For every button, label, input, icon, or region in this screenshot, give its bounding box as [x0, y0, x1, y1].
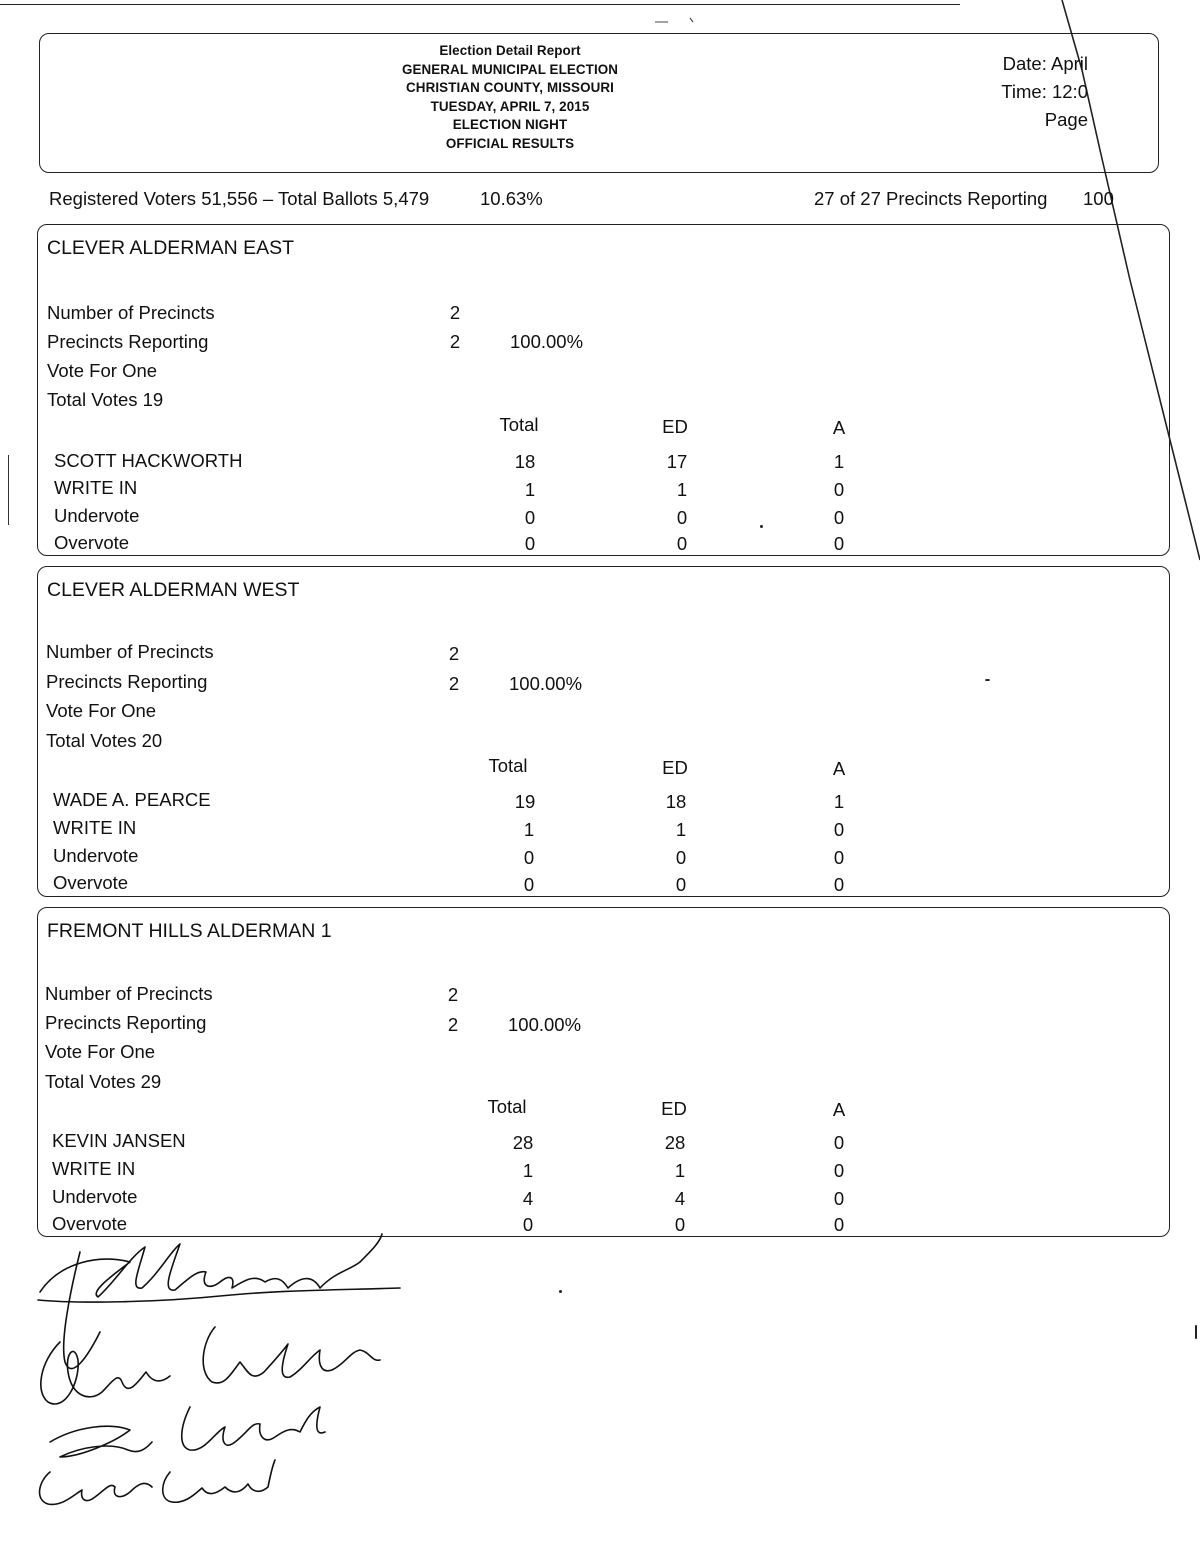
num-precincts-label: Number of Precincts	[45, 983, 213, 1004]
total-votes: Total Votes 29	[45, 1071, 162, 1092]
candidate-ed: 4	[674, 1188, 686, 1209]
candidate-a: 0	[833, 533, 845, 554]
contest-title: CLEVER ALDERMAN WEST	[47, 579, 300, 601]
candidate-ed: 1	[674, 1160, 686, 1181]
vote-for-label: Vote For One	[45, 1041, 156, 1062]
candidate-a: 0	[833, 874, 845, 895]
column-header-a: A	[832, 758, 846, 779]
precincts-reporting-percent: 100.00%	[510, 331, 584, 352]
precincts-reporting-summary: 27 of 27 Precincts Reporting	[814, 188, 1048, 209]
handwritten-signatures	[20, 1232, 440, 1522]
candidate-name: WRITE IN	[54, 477, 138, 498]
summary-line	[49, 188, 1149, 214]
scan-speck	[559, 1290, 562, 1293]
official-results: OFFICIAL RESULTS	[445, 135, 575, 151]
contest-box	[37, 224, 1170, 556]
candidate-ed: 28	[664, 1132, 686, 1153]
report-title-block	[300, 42, 720, 153]
candidate-ed: 0	[675, 874, 687, 895]
precincts-reporting-label: Precincts Reporting	[47, 331, 209, 352]
scan-edge-line	[0, 4, 960, 5]
vote-for-label: Vote For One	[47, 360, 158, 381]
precincts-reporting-label: Precincts Reporting	[45, 1012, 207, 1033]
candidate-ed: 0	[676, 533, 688, 554]
candidate-name: WRITE IN	[52, 1158, 136, 1179]
candidate-name: Overvote	[53, 872, 129, 893]
candidate-a: 0	[833, 847, 845, 868]
candidate-ed: 1	[675, 819, 687, 840]
candidate-name: KEVIN JANSEN	[52, 1130, 186, 1151]
candidate-total: 1	[524, 479, 536, 500]
precincts-reporting-value: 2	[448, 673, 460, 694]
candidate-name: WRITE IN	[53, 817, 137, 838]
registered-voters: Registered Voters 51,556 – Total Ballots 5,479	[49, 188, 430, 209]
precincts-reporting-percent: 100.00%	[509, 673, 583, 694]
precincts-reporting-percent: 100.00%	[508, 1014, 582, 1035]
column-header-a: A	[832, 417, 846, 438]
candidate-a: 0	[833, 1160, 845, 1181]
candidate-ed: 17	[666, 451, 688, 472]
column-header-ed: ED	[661, 1098, 687, 1119]
candidate-total: 19	[514, 791, 536, 812]
candidate-name: SCOTT HACKWORTH	[54, 450, 243, 471]
column-header-total: Total	[499, 414, 539, 435]
precincts-reporting-label: Precincts Reporting	[46, 671, 208, 692]
candidate-total: 1	[523, 819, 535, 840]
candidate-a: 0	[833, 819, 845, 840]
candidate-ed: 0	[675, 847, 687, 868]
report-time: Time: 12:0	[1001, 81, 1088, 102]
election-date: TUESDAY, APRIL 7, 2015	[430, 98, 590, 114]
contest-title: CLEVER ALDERMAN EAST	[47, 237, 295, 259]
total-votes: Total Votes 19	[47, 389, 164, 410]
precincts-reporting-value: 2	[449, 331, 461, 352]
candidate-name: Undervote	[54, 505, 140, 526]
candidate-a: 0	[833, 1132, 845, 1153]
candidate-ed: 18	[665, 791, 687, 812]
candidate-name: WADE A. PEARCE	[53, 789, 211, 810]
candidate-name: Undervote	[52, 1186, 138, 1207]
candidate-total: 0	[524, 533, 536, 554]
precincts-reporting-percent: 100	[1083, 188, 1114, 209]
report-date: Date: April	[1002, 53, 1088, 74]
contest-box	[37, 566, 1170, 897]
candidate-ed: 0	[674, 1214, 686, 1235]
precincts-reporting-value: 2	[447, 1014, 459, 1035]
num-precincts-value: 2	[447, 984, 459, 1005]
candidate-total: 0	[524, 507, 536, 528]
column-header-ed: ED	[662, 757, 688, 778]
turnout-percent: 10.63%	[480, 188, 543, 209]
election-night: ELECTION NIGHT	[452, 117, 568, 132]
scan-edge-mark	[8, 455, 9, 525]
candidate-total: 0	[522, 1214, 534, 1235]
election-name: GENERAL MUNICIPAL ELECTION	[401, 61, 619, 77]
candidate-total: 4	[522, 1188, 534, 1209]
candidate-name: Undervote	[53, 845, 139, 866]
contest-box	[37, 907, 1170, 1237]
scan-speck	[1195, 1325, 1197, 1339]
candidate-a: 0	[833, 1188, 845, 1209]
candidate-a: 1	[833, 791, 845, 812]
num-precincts-label: Number of Precincts	[47, 302, 215, 323]
report-title: Election Detail Report	[439, 43, 581, 58]
num-precincts-label: Number of Precincts	[46, 641, 214, 662]
candidate-name: Overvote	[52, 1213, 128, 1234]
report-page: Page	[1044, 109, 1088, 130]
total-votes: Total Votes 20	[46, 730, 163, 751]
num-precincts-value: 2	[449, 302, 461, 323]
vote-for-label: Vote For One	[46, 700, 157, 721]
scan-speck	[985, 679, 990, 681]
candidate-ed: 0	[676, 507, 688, 528]
candidate-total: 28	[512, 1132, 534, 1153]
column-header-total: Total	[487, 1096, 527, 1117]
column-header-ed: ED	[662, 416, 688, 437]
candidate-a: 1	[833, 451, 845, 472]
scan-speck	[760, 525, 763, 528]
candidate-a: 0	[833, 1214, 845, 1235]
candidate-a: 0	[833, 479, 845, 500]
candidate-total: 0	[523, 847, 535, 868]
candidate-name: Overvote	[54, 532, 130, 553]
candidate-ed: 1	[676, 479, 688, 500]
candidate-total: 18	[514, 451, 536, 472]
column-header-total: Total	[488, 755, 528, 776]
county-name: CHRISTIAN COUNTY, MISSOURI	[406, 80, 614, 95]
contest-title: FREMONT HILLS ALDERMAN 1	[47, 920, 332, 942]
candidate-a: 0	[833, 507, 845, 528]
candidate-total: 0	[523, 874, 535, 895]
column-header-a: A	[832, 1099, 846, 1120]
candidate-total: 1	[522, 1160, 534, 1181]
num-precincts-value: 2	[448, 643, 460, 664]
report-meta	[1001, 50, 1088, 134]
